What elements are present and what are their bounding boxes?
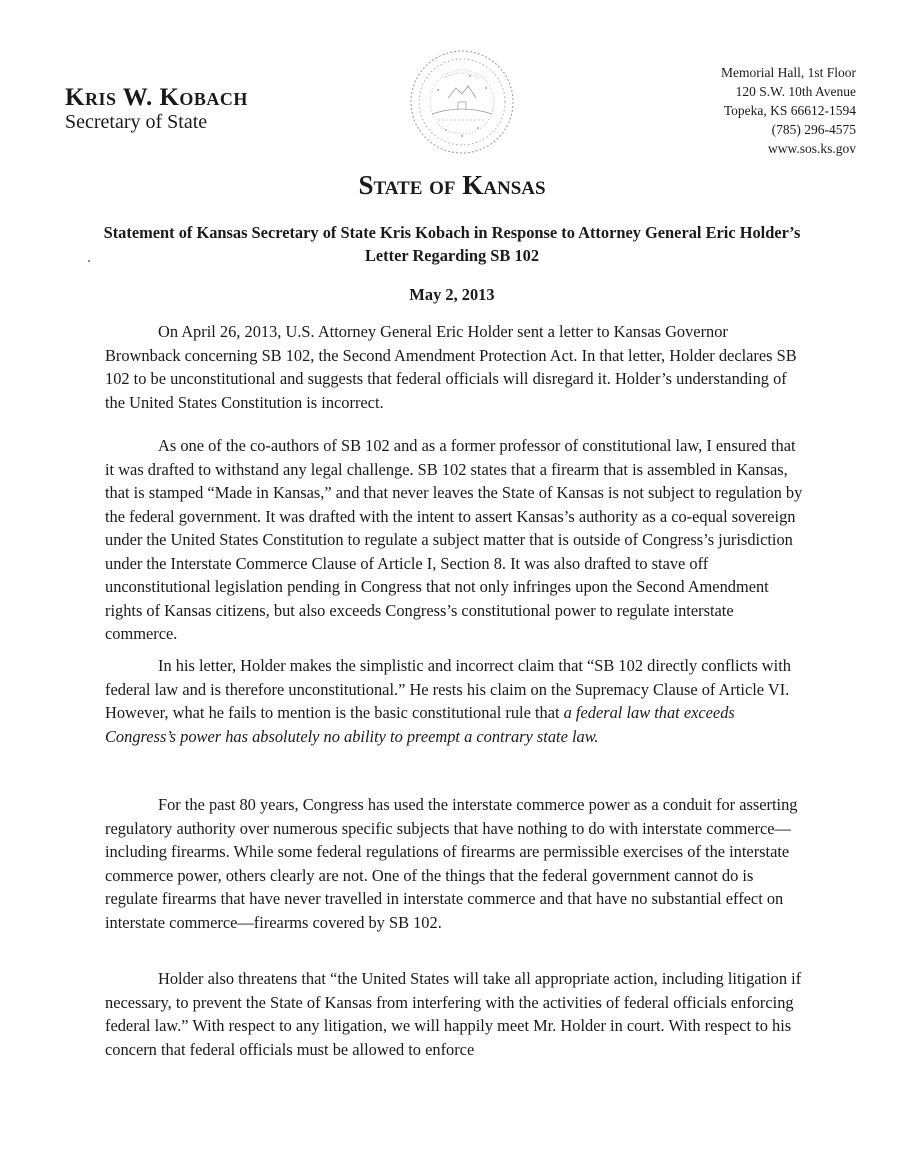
body-paragraph	[105, 654, 805, 748]
paragraph-text: In his letter, Holder makes the simplistic and incorrect claim that “SB 102 directly conflicts with federal law and is therefore unconstitutional.” He rests his claim on the Supremacy Clause of Article VI. However, what he fails to mention is the basic constitutional rule that	[105, 656, 791, 722]
website: www.sos.ks.gov	[767, 141, 856, 156]
body-paragraph: As one of the co-authors of SB 102 and as a former professor of constitutional law, I ensured that it was drafted to withstand any legal challenge. SB 102 states that a firearm that is assembled in Kansas, that is stamped “Made in Kansas,” and that never leaves the State of Kansas is not subject to regulation by the federal government. It was drafted with the intent to assert Kansas’s authority as a co-equal sovereign under the United States Constitution to regulate a subject matter that is outside of Congress’s jurisdiction under the Interstate Commerce Clause of Article I, Section 8. It was also drafted to stave off unconstitutional legislation pending in Congress that not only infringes upon the Second Amendment rights of Kansas citizens, but also exceeds Congress’s constitutional power to regulate interstate commerce.	[105, 436, 803, 643]
page-title: State of Kansas	[358, 170, 546, 200]
address-line: Topeka, KS 66612-1594	[723, 103, 856, 118]
body-paragraph: Holder also threatens that “the United States will take all appropriate action, including litigation if necessary, to prevent the State of Kansas from interfering with the activities of federal officials enforcing federal law.” With respect to any litigation, we will happily meet Mr. Holder in court. With respect to his concern that federal officials must be allowed to enforce	[105, 969, 802, 1059]
body-paragraph: For the past 80 years, Congress has used the interstate commerce power as a conduit for asserting regulatory authority over numerous specific subjects that have nothing to do with interstate commerce—including firearms. While some federal regulations of firearms are permissible exercises of the interstate commerce power, others clearly are not. One of the things that the federal government cannot do is regulate firearms that have never travelled in interstate commerce and that have no substantial effect on interstate commerce—firearms covered by SB 102.	[105, 795, 798, 932]
state-seal-icon	[408, 48, 516, 156]
scan-mark	[88, 260, 90, 262]
letterhead-title: Secretary of State	[65, 111, 208, 133]
letterhead-address	[616, 63, 856, 158]
body-paragraph: On April 26, 2013, U.S. Attorney General Eric Holder sent a letter to Kansas Governor Brownback concerning SB 102, the Second Amendment Protection Act. In that letter, Holder declares SB 102 to be unconstitutional and suggests that federal officials will disregard it. Holder’s understanding of the United States Constitution is incorrect.	[105, 322, 797, 412]
statement-title: Statement of Kansas Secretary of State Kris Kobach in Response to Attorney General Eric Holder’s Letter Regarding SB 102	[103, 223, 801, 265]
address-line: 120 S.W. 10th Avenue	[735, 84, 856, 99]
letterhead-name: Kris W. Kobach	[65, 84, 248, 111]
address-line: Memorial Hall, 1st Floor	[721, 65, 856, 80]
statement-date: May 2, 2013	[409, 285, 495, 304]
emphasized-text: a federal law that exceeds Congress’s power has absolutely no ability to preempt a contrary state law.	[105, 703, 735, 746]
phone-number: (785) 296-4575	[771, 122, 856, 137]
